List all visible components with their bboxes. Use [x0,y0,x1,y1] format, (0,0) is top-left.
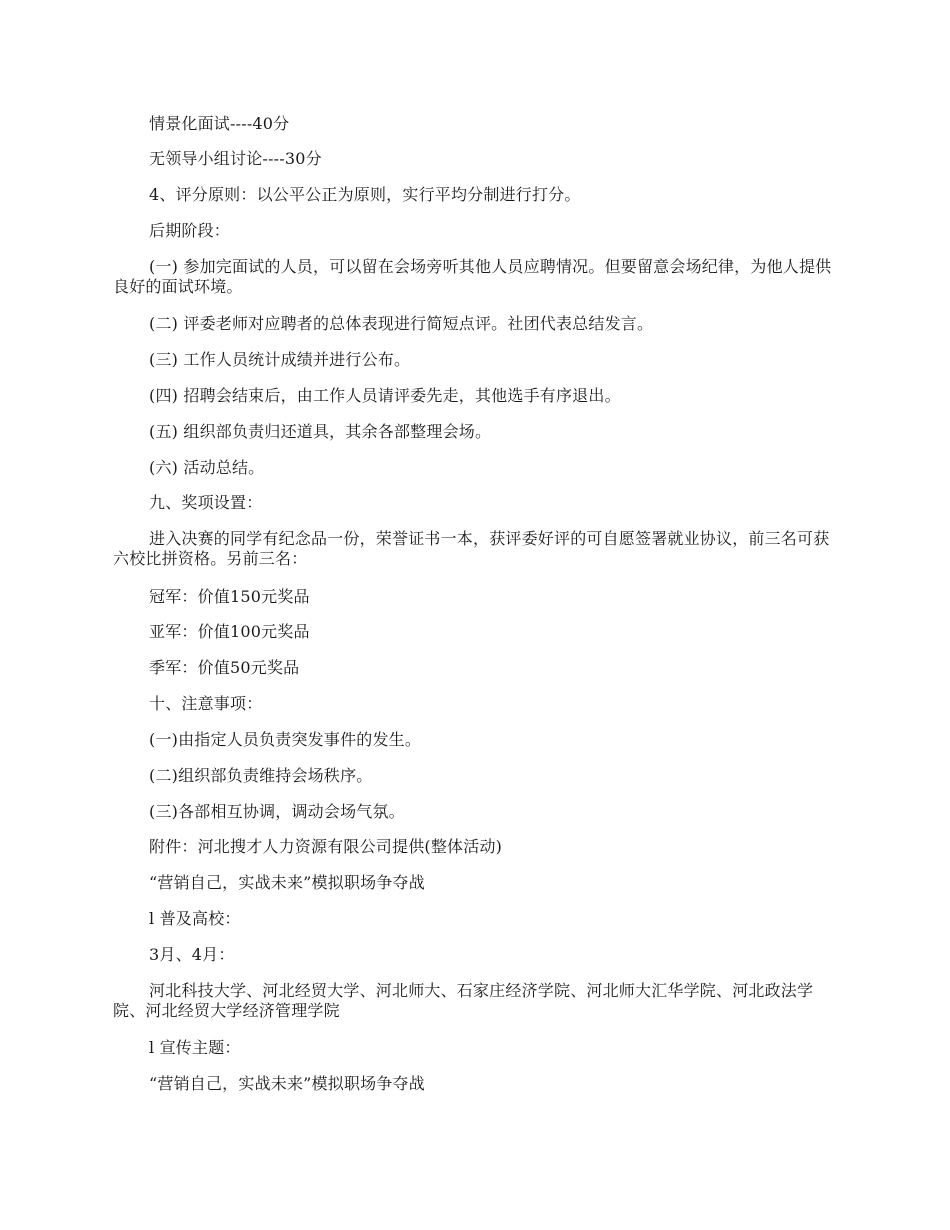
paragraph: 情景化面试----40分 [149,114,290,133]
paragraph: “营销自己，实战未来”模拟职场争夺战 [149,1074,425,1093]
paragraph: 4、评分原则：以公平公正为原则，实行平均分制进行打分。 [149,185,581,204]
paragraph: 3月、4月： [149,945,235,964]
paragraph: “营销自己，实战未来”模拟职场争夺战 [149,873,425,892]
section-heading: 后期阶段： [149,221,231,240]
paragraph: (六) 活动总结。 [149,458,265,477]
paragraph: l 普及高校： [149,909,241,928]
paragraph: (一) 参加完面试的人员，可以留在会场旁听其他人员应聘情况。但要留意会场纪律，为他人提供良好的面试环境。 [113,257,832,296]
paragraph: (三) 工作人员统计成绩并进行公布。 [149,350,411,369]
paragraph: 冠军：价值150元奖品 [149,587,310,606]
paragraph: 河北科技大学、河北经贸大学、河北师大、石家庄经济学院、河北师大汇华学院、河北政法学院、河北经贸大学经济管理学院 [113,981,814,1020]
paragraph: (二) 评委老师对应聘者的总体表现进行简短点评。社团代表总结发言。 [149,314,654,333]
paragraph: (一)由指定人员负责突发事件的发生。 [149,730,422,749]
paragraph: (四) 招聘会结束后，由工作人员请评委先走，其他选手有序退出。 [149,386,621,405]
paragraph: l 宣传主题： [149,1038,241,1057]
paragraph: (五) 组织部负责归还道具，其余各部整理会场。 [149,422,492,441]
paragraph: 亚军：价值100元奖品 [149,622,310,641]
paragraph: 进入决赛的同学有纪念品一份，荣誉证书一本，获评委好评的可自愿签署就业协议，前三名可获六校比拼资格。另前三名： [113,529,830,568]
paragraph: (二)组织部负责维持会场秩序。 [149,766,373,785]
paragraph: (三)各部相互协调，调动会场气氛。 [149,802,405,821]
paragraph: 无领导小组讨论----30分 [149,149,322,168]
section-heading: 九、奖项设置： [149,493,263,512]
paragraph: 季军：价值50元奖品 [149,658,300,677]
section-heading: 十、注意事项： [149,694,263,713]
paragraph: 附件：河北搜才人力资源有限公司提供(整体活动) [149,837,503,856]
